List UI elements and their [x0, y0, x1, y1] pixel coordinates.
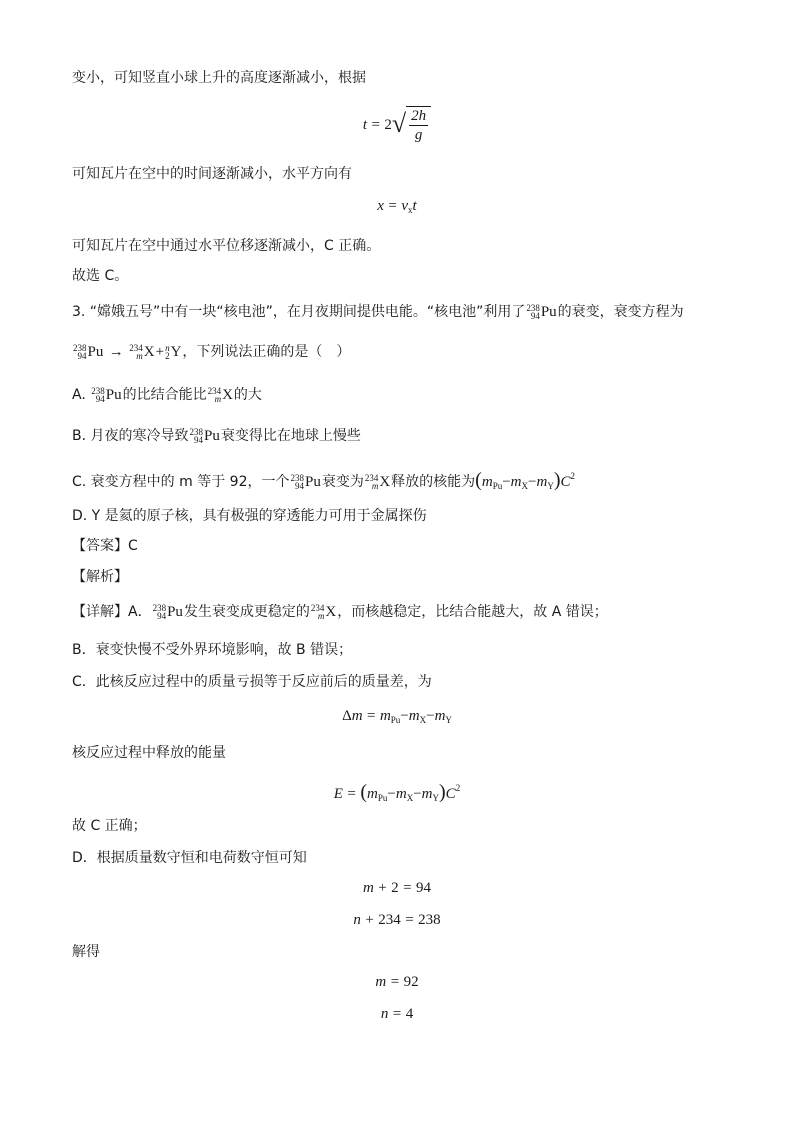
formula-time: t = 2 √ $\frac{2h}{g}$ [0, 106, 794, 146]
nuclide-pu: 238 94 Pu [526, 303, 557, 321]
option-a: A. 238 94 Pu 的比结合能比 234 m X 的大 [72, 386, 262, 404]
sqrt-symbol: √ $\frac{2h}{g}$ [392, 106, 431, 144]
energy-text: 核反应过程中释放的能量 [72, 745, 226, 761]
option-d: D. Y 是氦的原子核，具有极强的穿透能力可用于金属探伤 [72, 508, 427, 524]
intro-line-1: 变小，可知竖直小球上升的高度逐渐减小，根据 [72, 70, 366, 86]
equation-charge-number: n + 234 = 238 [353, 912, 441, 928]
formula-horizontal: $x = v_xt$ [377, 198, 417, 215]
intro-line-4: 故选 C。 [72, 268, 129, 284]
analysis-heading: 【解析】 [72, 569, 128, 585]
c-correct: 故 C 正确； [72, 818, 147, 834]
answer-line: 【答案】C [72, 538, 138, 554]
option-c: C. 衰变方程中的 m 等于 92，一个 238 94 Pu 衰变为 234 m X 释放的核能为$(m_{Pu}-m_X-m_Y)C^2$ [72, 469, 576, 491]
decay-equation: 238 94 Pu → 234 m X + n 2 Y ，下列说法正确的是（ ） [73, 343, 351, 361]
equation-mass-number: m + 2 = 94 [362, 880, 432, 896]
detail-line-c: C．此核反应过程中的质量亏损等于反应前后的质量差，为 [72, 674, 432, 690]
result-n: n = 4 [380, 1006, 414, 1022]
solve-label: 解得 [72, 944, 100, 960]
question-line-1: 3. “嫦娥五号”中有一块“核电池”，在月夜期间提供电能。“核电池”利用了 238 94 Pu 的衰变，衰变方程为 [72, 303, 684, 321]
detail-line-d: D．根据质量数守恒和电荷数守恒可知 [72, 850, 307, 866]
formula-energy: $E = (m_{Pu}-m_X-m_Y)C^2$ [333, 781, 461, 803]
option-b: B. 月夜的寒冷导致 238 94 Pu 衰变得比在地球上慢些 [72, 427, 361, 445]
detail-line-a: 【详解】A． 238 94 Pu 发生衰变成更稳定的 234 m X ，而核越稳定，比结合能越大，故 A 错误； [72, 603, 608, 621]
intro-line-3: 可知瓦片在空中通过水平位移逐渐减小，C 正确。 [72, 238, 381, 254]
result-m: m = 92 [375, 974, 419, 990]
intro-line-2: 可知瓦片在空中的时间逐渐减小，水平方向有 [72, 166, 352, 182]
arrow-icon: → [108, 344, 124, 360]
detail-line-b: B．衰变快慢不受外界环境影响，故 B 错误； [72, 642, 353, 658]
formula-mass-defect: $\Delta m = m_{Pu}-m_X-m_Y$ [342, 708, 452, 725]
